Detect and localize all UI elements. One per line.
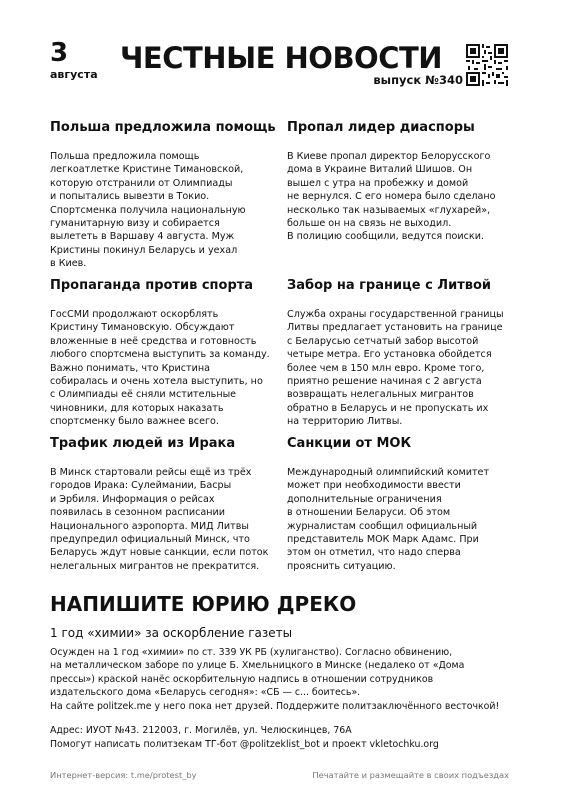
article-title: Польша предложила помощь — [50, 120, 276, 135]
article-poland-help — [50, 120, 275, 271]
article-body: В Киеве пропал директор Белорусского дома в Украине Виталий Шишов. Он вышел с утра на пробежку и домой не вернулся. С его номера было сделано несколько так называемых «глухарей», больше он на связь не выходил. В полицию сообщили, ведутся поиски. — [287, 151, 496, 243]
article-title: Пропаганда против спорта — [50, 278, 254, 293]
dreko-body — [50, 646, 520, 713]
dreko-subheading: 1 год «химии» за оскорбление газеты — [50, 626, 293, 640]
article-body: Международный олимпийский комитет может при необходимости ввести дополнительные ограничения в отношении Беларуси. Об этом журналистам сообщил официальный представитель МОК Марк Адамс. При этом он отметил, что надо сперва прояснить ситуацию. — [287, 467, 490, 572]
dreko-heading: НАПИШИТЕ ЮРИЮ ДРЕКО — [50, 592, 357, 616]
article-lithuania-fence — [287, 278, 512, 429]
article-body: Служба охраны государственной границы Литвы предлагает установить на границе с Беларусью сетчатый забор высотой четыре метра. Его установка обойдется более чем в 150 млн евро. Кроме того, приятно решение начиная с 2 августа возвращать нелегальных мигрантов обратно в Беларусь и не пропускать их на территорию Литвы. — [287, 309, 504, 428]
footer-web-version[interactable]: Интернет-версия: t.me/protest_by — [50, 770, 197, 780]
help-line: Помогут написать политзекам ТГ-бот @politzeklist_bot и проект vkletochku.org — [50, 738, 439, 750]
footer-print-note: Печатайте и размещайте в своих подъездах — [312, 770, 509, 780]
dreko-line: На сайте politzek.me у него пока нет друзей. Поддержите политзаключённого весточкой! — [50, 700, 500, 712]
article-iraq-traffic — [50, 436, 275, 573]
article-title: Забор на границе с Литвой — [287, 278, 492, 293]
article-propaganda-sport — [50, 278, 275, 429]
dreko-line: прессы») краской нанёс оскорбительную надпись в отношении сотрудников — [50, 673, 434, 685]
dreko-address — [50, 724, 520, 751]
article-title: Трафик людей из Ирака — [50, 436, 236, 451]
qr-code-icon[interactable] — [466, 44, 508, 86]
newsletter-title: ЧЕСТНЫЕ НОВОСТИ — [120, 41, 443, 75]
issue-day: 3 — [50, 38, 69, 68]
article-title: Пропал лидер диаспоры — [287, 120, 475, 135]
article-diaspora-leader — [287, 120, 512, 244]
article-body: В Минск стартовали рейсы ещё из трёх городов Ирака: Сулеймании, Басры и Эрбиля. Информация о рейсах появилась в сезонном расписании Национального аэропорта. МИД Литвы предупредил официальный Минск, что Беларусь ждут новые санкции, если поток нелегальных мигрантов не прекратится. — [50, 467, 269, 572]
article-ioc-sanctions — [287, 436, 512, 573]
article-body: ГосСМИ продолжают оскорблять Кристину Тимановскую. Обсуждают вложенные в неё средства и готовность любого спортсмена выступить за команду. Важно понимать, что Кристина собиралась и очень хотела выступить, но с Олимпиады её сняли мстительные чиновники, для которых наказать спортсменку было важнее всего. — [50, 309, 270, 428]
article-title: Санкции от МОК — [287, 436, 412, 451]
issue-number: выпуск №340 — [373, 73, 463, 87]
article-body: Польша предложила помощь легкоатлетке Кристине Тимановской, которую отстранили от Олимпиады и попытались вывезти в Токио. Спортсменка получила национальную гуманитарную визу и собирается вылететь в Варшаву 4 августа. Муж Кристины покинул Беларусь и уехал в Киев. — [50, 151, 246, 270]
dreko-line: издательского дома «Беларусь сегодня»: «СБ — с... боитесь». — [50, 687, 361, 699]
dreko-line: Осужден на 1 год «химии» по ст. 339 УК РБ (хулиганство). Согласно обвинению, — [50, 647, 453, 658]
dreko-line: на металлическом заборе по улице Б. Хмельницкого в Минске (недалеко от «Дома — [50, 660, 465, 672]
issue-month: августа — [50, 68, 98, 81]
address-line: Адрес: ИУОТ №43. 212003, г. Могилёв, ул. Челюскинцев, 76А — [50, 725, 352, 736]
